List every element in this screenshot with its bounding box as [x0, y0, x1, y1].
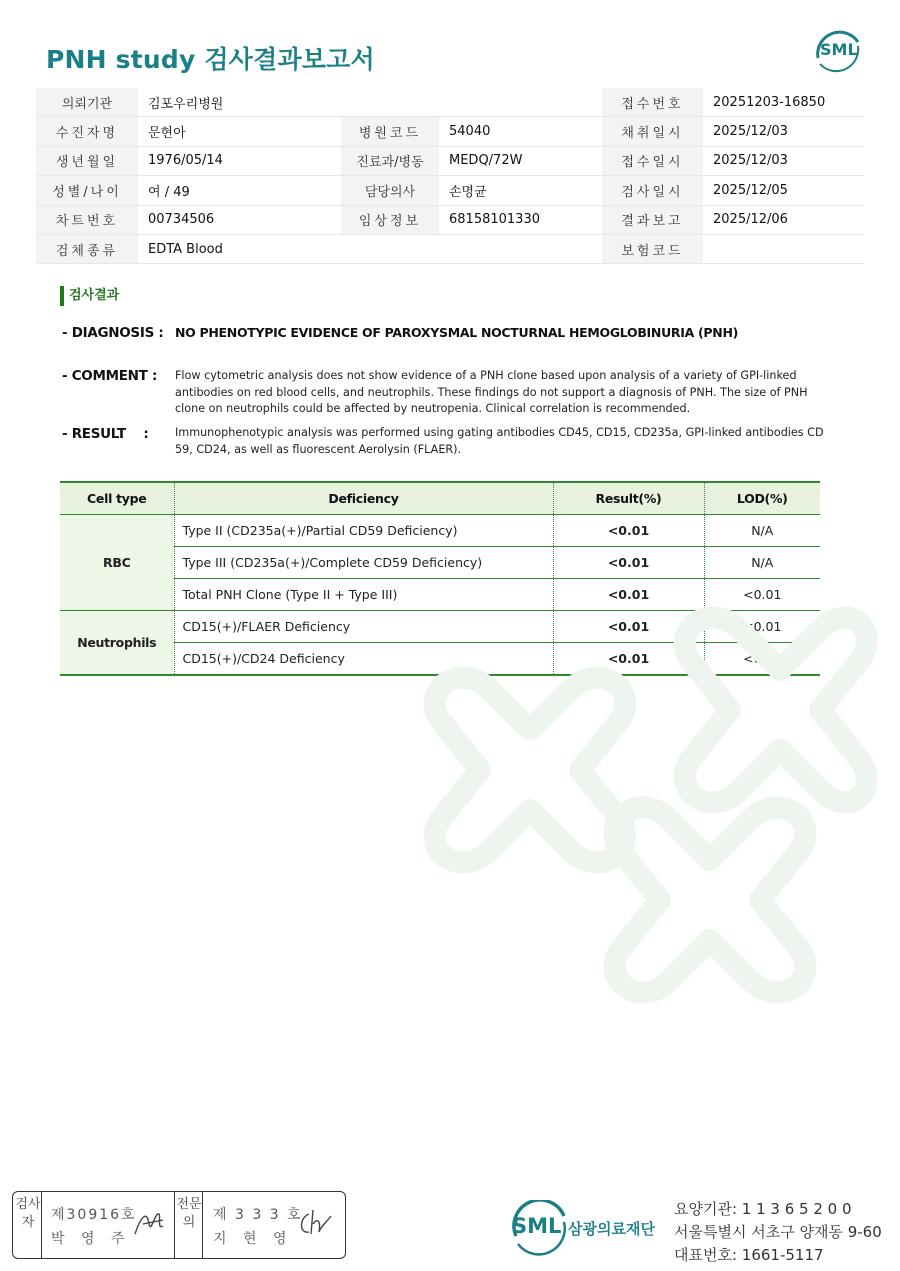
info-row [36, 176, 864, 205]
info-value [439, 88, 602, 117]
report-title: PNH study 검사결과보고서 [46, 45, 375, 74]
info-label: 성별/나이 [36, 176, 138, 205]
info-value: 문현아 [138, 117, 341, 146]
result-text: Immunophenotypic analysis was performed using gating antibodies CD45, CD15, CD235a, GPI-linked antibodies CD 59, CD24, as well as fluorescent Aerolysin (FLAER). [175, 426, 824, 456]
info-value: 1976/05/14 [138, 146, 341, 175]
examiner-license-no: 제30916호 [51, 1207, 137, 1223]
lod-cell: <0.01 [704, 611, 820, 643]
info-label: 검사일시 [602, 176, 703, 205]
info-label: 병원코드 [341, 117, 439, 146]
info-row [36, 88, 864, 117]
info-label: 접수일시 [602, 146, 703, 175]
cell-type-rbc: RBC [60, 515, 174, 611]
info-value: 68158101330 [439, 205, 602, 234]
header-cell-type: Cell type [60, 482, 174, 515]
examiner-label: 검사자 [15, 1197, 41, 1230]
info-value: 2025/12/05 [703, 176, 864, 205]
info-value: 2025/12/03 [703, 117, 864, 146]
specialist-name: 지 현 영 [213, 1231, 293, 1247]
footer-logo-text: SML [512, 1214, 562, 1238]
result-cell: <0.01 [553, 515, 704, 547]
deficiency-cell: Type II (CD235a(+)/Partial CD59 Deficiency) [174, 515, 553, 547]
result-cell: <0.01 [553, 611, 704, 643]
signature-box [12, 1191, 346, 1259]
info-row [36, 234, 864, 263]
info-label: 생년월일 [36, 146, 138, 175]
info-value: 54040 [439, 117, 602, 146]
header-result: Result(%) [553, 482, 704, 515]
specialist-signature-icon [295, 1206, 335, 1244]
info-label: 담당의사 [341, 176, 439, 205]
info-label: 의뢰기관 [36, 88, 138, 117]
examiner-name: 박 영 주 [51, 1231, 131, 1247]
info-label: 보험코드 [602, 234, 703, 263]
info-value: 20251203-16850 [703, 88, 864, 117]
footer-org-name: 삼광의료재단 [568, 1220, 655, 1238]
section-title-results: 검사결과 [60, 286, 119, 306]
info-label: 접수번호 [602, 88, 703, 117]
deficiency-cell: CD15(+)/CD24 Deficiency [174, 643, 553, 676]
info-label: 채취일시 [602, 117, 703, 146]
result-label: - RESULT : [62, 426, 149, 442]
info-value: 2025/12/06 [703, 205, 864, 234]
deficiency-cell: Total PNH Clone (Type II + Type III) [174, 579, 553, 611]
sml-logo-icon [812, 28, 864, 76]
sml-logo-text: SML [820, 40, 858, 59]
footer-code: 요양기관: 1 1 3 6 5 2 0 0 [674, 1200, 852, 1218]
lod-cell: <0.01 [704, 643, 820, 676]
deficiency-cell: CD15(+)/FLAER Deficiency [174, 611, 553, 643]
info-label [341, 234, 439, 263]
sml-footer-logo-icon [510, 1200, 570, 1258]
result-cell: <0.01 [553, 579, 704, 611]
info-label: 임상정보 [341, 205, 439, 234]
footer-address: 서울특별시 서초구 양재동 9-60 [674, 1223, 882, 1241]
info-value: 2025/12/03 [703, 146, 864, 175]
table-row [60, 515, 820, 547]
info-label [341, 88, 439, 117]
info-value: 여 / 49 [138, 176, 341, 205]
lod-cell: N/A [704, 515, 820, 547]
diagnosis-label: - DIAGNOSIS : [62, 325, 164, 341]
cell-type-neutrophils: Neutrophils [60, 611, 174, 676]
cross-watermark-icon [360, 600, 880, 1040]
info-label: 차트번호 [36, 205, 138, 234]
info-row [36, 205, 864, 234]
info-row [36, 146, 864, 175]
header-lod: LOD(%) [704, 482, 820, 515]
info-label: 검체종류 [36, 234, 138, 263]
info-label: 진료과/병동 [341, 146, 439, 175]
info-label: 수진자명 [36, 117, 138, 146]
lod-cell: N/A [704, 547, 820, 579]
comment-label: - COMMENT : [62, 368, 158, 384]
info-label: 결과보고 [602, 205, 703, 234]
diagnosis-text: NO PHENOTYPIC EVIDENCE OF PAROXYSMAL NOCTURNAL HEMOGLOBINURIA (PNH) [175, 325, 739, 340]
result-cell: <0.01 [553, 643, 704, 676]
specialist-label: 전문의 [176, 1197, 202, 1230]
header-deficiency: Deficiency [174, 482, 553, 515]
examiner-signature-icon [133, 1206, 169, 1244]
info-value: MEDQ/72W [439, 146, 602, 175]
deficiency-cell: Type III (CD235a(+)/Complete CD59 Deficiency) [174, 547, 553, 579]
info-value [703, 234, 864, 263]
result-cell: <0.01 [553, 547, 704, 579]
info-value: 손명균 [439, 176, 602, 205]
info-value: 00734506 [138, 205, 341, 234]
comment-text: Flow cytometric analysis does not show evidence of a PNH clone based upon analysis of a variety of GPI-linked antibodies on red blood cells, and neutrophils. These findings do not support a diagnosis of PNH. The size of PNH clone on neutrophils could be affected by neutropenia. Clinical correlation is recommended. [175, 369, 808, 415]
lod-cell: <0.01 [704, 579, 820, 611]
table-row [60, 547, 820, 579]
info-value: 김포우리병원 [138, 88, 341, 117]
info-row [36, 117, 864, 146]
footer-phone: 대표번호: 1661-5117 [674, 1246, 824, 1264]
info-value: EDTA Blood [138, 234, 341, 263]
specialist-license-no: 제 3 3 3 호 [213, 1207, 303, 1223]
info-value [439, 234, 602, 263]
patient-info-table [36, 88, 864, 264]
